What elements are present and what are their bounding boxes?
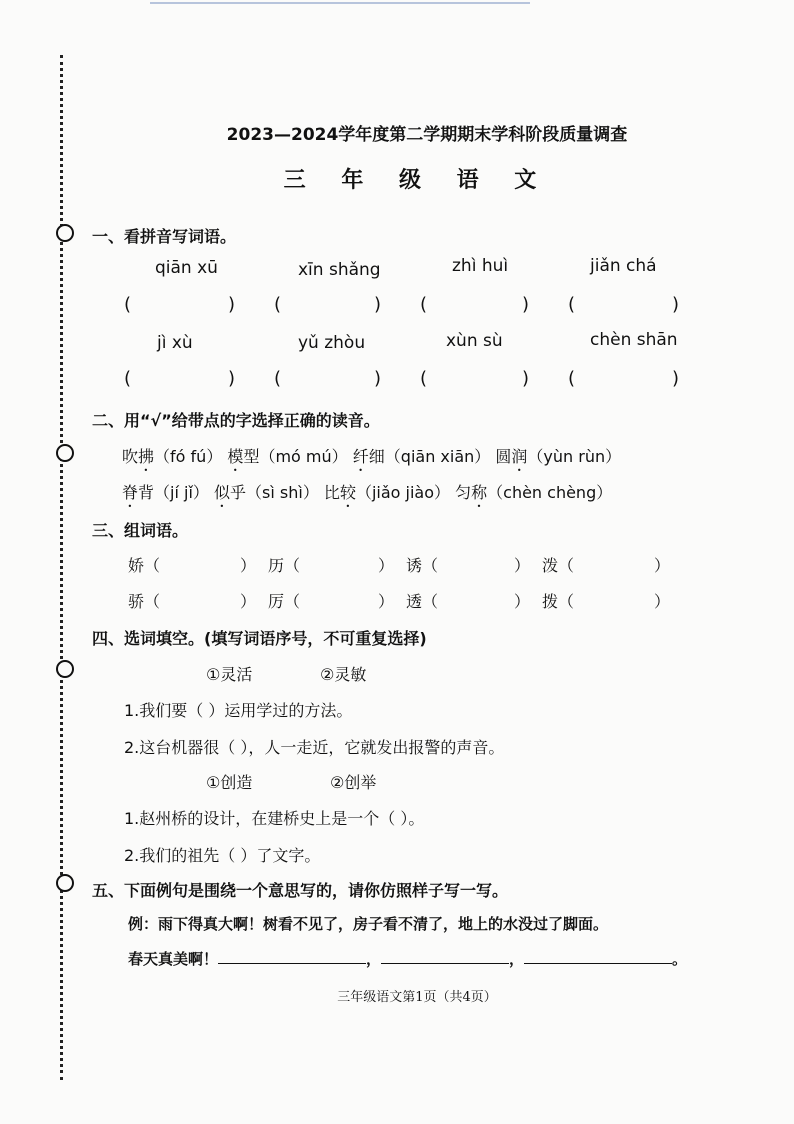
comma: ， [509, 950, 525, 968]
answer-box-close: ) [374, 368, 382, 389]
options[interactable]: （chèn chèng） [487, 483, 613, 502]
paren-close: ） [378, 592, 395, 611]
options[interactable]: （fó fú） [154, 447, 223, 466]
question[interactable]: 1.赵州桥的设计，在建桥史上是一个（ ）。 [124, 809, 425, 828]
answer-box-close: ) [672, 368, 680, 389]
options[interactable]: （sì shì） [246, 483, 319, 502]
section1-heading: 一、看拼音写词语。 [92, 227, 237, 246]
options[interactable]: （qiān xiān） [384, 447, 491, 466]
paren-close: ） [654, 592, 671, 611]
comma: ， [366, 950, 382, 968]
paren-close: ） [514, 592, 531, 611]
paren-close: ） [240, 592, 257, 611]
word: 比较 [323, 483, 356, 502]
word-group-prompt[interactable]: 诱（ [406, 556, 439, 575]
option: ①创造 [206, 773, 253, 792]
prompt: 春天真美啊！ [128, 950, 219, 968]
word-group-prompt[interactable]: 透（ [406, 592, 439, 611]
paren-close: ） [378, 556, 395, 575]
word-group-prompt[interactable]: 厉（ [268, 592, 301, 611]
paren-close: ） [240, 556, 257, 575]
exam-title: 2023—2024学年度第二学期期末学科阶段质量调查 [226, 125, 628, 145]
options[interactable]: （yùn rùn） [527, 447, 622, 466]
answer-box-close: ) [228, 294, 236, 315]
answer-box-open[interactable]: ( [420, 294, 428, 315]
section3-heading: 三、组词语。 [92, 521, 189, 540]
section5-heading: 五、下面例句是围绕一个意思写的，请你仿照样子写一写。 [92, 881, 509, 900]
word: 吹拂 [122, 447, 155, 466]
word: 脊背 [122, 483, 155, 502]
answer-box-open[interactable]: ( [568, 368, 576, 389]
pronunciation-row [122, 444, 621, 475]
answer-blank[interactable] [218, 949, 366, 964]
binding-hole [56, 444, 74, 462]
question[interactable]: 2.我们的祖先（ ）了文字。 [124, 846, 321, 865]
option: ②灵敏 [320, 665, 367, 684]
exam-subtitle: 三 年 级 语 文 [283, 168, 551, 193]
option: ①灵活 [206, 665, 253, 684]
binding-hole [56, 874, 74, 892]
word: 似乎 [214, 483, 247, 502]
word-group-prompt[interactable]: 骄（ [128, 592, 161, 611]
answer-box-close: ) [522, 294, 530, 315]
question[interactable]: 2.这台机器很（ ），人一走近，它就发出报警的声音。 [124, 738, 505, 757]
answer-box-close: ) [672, 294, 680, 315]
answer-blank[interactable] [524, 949, 672, 964]
answer-box-open[interactable]: ( [124, 294, 132, 315]
word: 纤细 [352, 447, 385, 466]
word-group-prompt[interactable]: 娇（ [128, 556, 161, 575]
paren-close: ） [514, 556, 531, 575]
answer-blank[interactable] [381, 949, 509, 964]
pinyin: yǔ zhòu [298, 333, 366, 353]
answer-box-close: ) [228, 368, 236, 389]
word-group-prompt[interactable]: 拨（ [542, 592, 575, 611]
pinyin: jiǎn chá [590, 256, 657, 276]
pinyin: jì xù [157, 333, 193, 353]
answer-box-close: ) [522, 368, 530, 389]
answer-box-open[interactable]: ( [274, 368, 282, 389]
binding-hole [56, 224, 74, 242]
page-footer: 三年级语文第1页（共4页） [337, 990, 497, 1005]
writing-line [128, 948, 687, 969]
word: 圆润 [495, 447, 528, 466]
section4-heading: 四、选词填空。(填写词语序号，不可重复选择) [92, 629, 427, 648]
word-group-prompt[interactable]: 泼（ [542, 556, 575, 575]
word-group-prompt[interactable]: 历（ [268, 556, 301, 575]
pinyin: chèn shān [590, 330, 678, 350]
scan-edge-line [150, 2, 530, 4]
paren-close: ） [654, 556, 671, 575]
binding-hole [56, 660, 74, 678]
pronunciation-row [122, 480, 612, 511]
option: ②创举 [330, 773, 377, 792]
answer-box-close: ) [374, 294, 382, 315]
question[interactable]: 1.我们要（ ）运用学过的方法。 [124, 701, 353, 720]
word: 模型 [227, 447, 260, 466]
pinyin: xīn shǎng [298, 260, 381, 280]
answer-box-open[interactable]: ( [274, 294, 282, 315]
options[interactable]: （mó mú） [259, 447, 348, 466]
pinyin: xùn sù [446, 331, 503, 351]
answer-box-open[interactable]: ( [124, 368, 132, 389]
section2-heading: 二、用“√”给带点的字选择正确的读音。 [92, 411, 380, 430]
word: 匀称 [455, 483, 488, 502]
answer-box-open[interactable]: ( [420, 368, 428, 389]
pinyin: zhì huì [452, 256, 509, 276]
options[interactable]: （jí jǐ） [154, 483, 209, 502]
answer-box-open[interactable]: ( [568, 294, 576, 315]
pinyin: qiān xū [155, 258, 218, 278]
example-sentence: 例：雨下得真大啊！树看不见了，房子看不清了，地上的水没过了脚面。 [128, 915, 609, 933]
binding-dotted-line [60, 55, 63, 1080]
options[interactable]: （jiǎo jiào） [355, 483, 451, 502]
period: 。 [672, 950, 688, 968]
